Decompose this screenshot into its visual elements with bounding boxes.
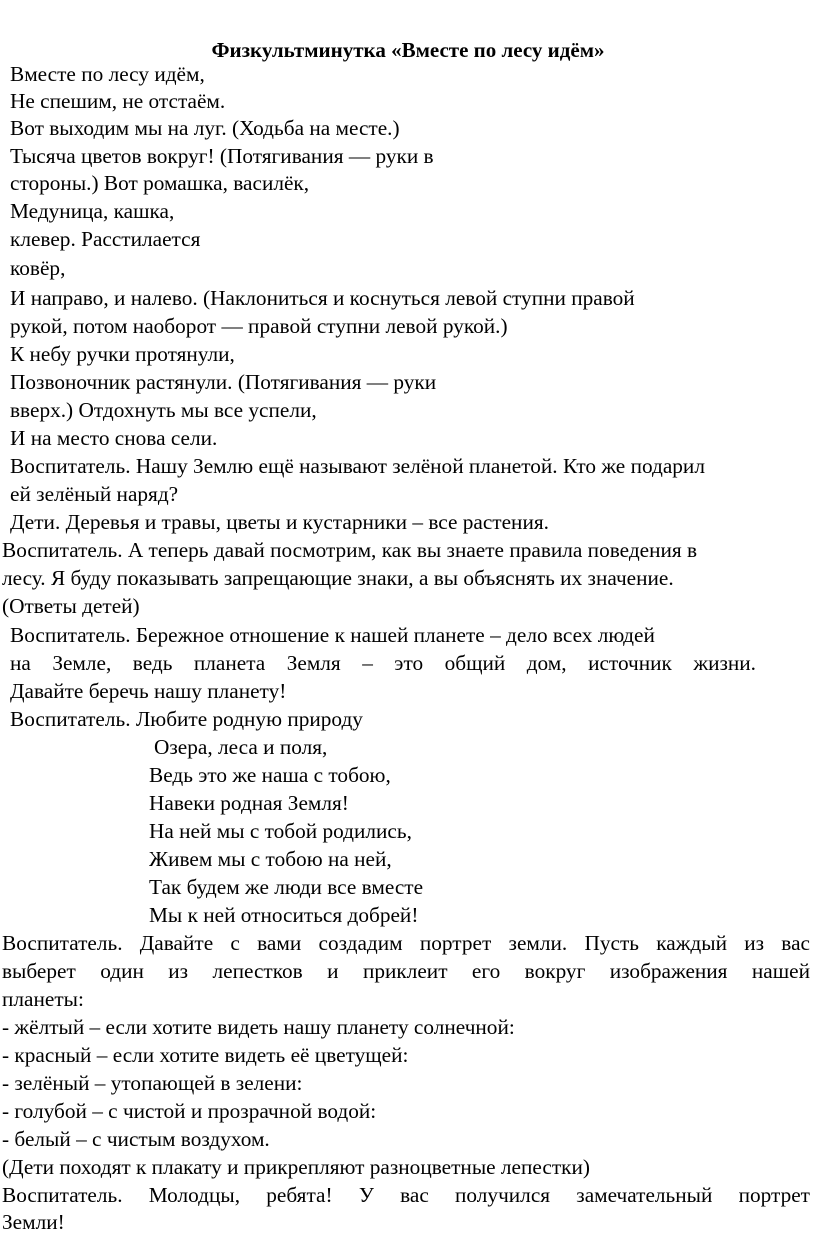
text-line: И направо, и налево. (Наклониться и коснуться левой ступни правой xyxy=(10,286,635,310)
text-line: Позвоночник растянули. (Потягивания — руки xyxy=(10,370,437,394)
text-line: Воспитатель. Бережное отношение к нашей планете – дело всех людей xyxy=(10,623,655,647)
text-line: К небу ручки протянули, xyxy=(10,342,235,366)
list-item: - зелёный – утопающей в зелени: xyxy=(2,1071,303,1095)
poem-line: Живем мы с тобою на ней, xyxy=(149,847,392,871)
text-line: Воспитатель. Нашу Землю ещё называют зелёной планетой. Кто же подарил xyxy=(10,454,705,478)
text-line: Воспитатель. Любите родную природу xyxy=(10,707,363,731)
poem-line: Так будем же люди все вместе xyxy=(149,875,424,899)
document-title: Физкультминутка «Вместе по лесу идём» xyxy=(211,38,605,62)
text-line: стороны.) Вот ромашка, василёк, xyxy=(10,171,310,195)
text-line: Не спешим, не отстаём. xyxy=(10,89,226,113)
text-line: (Дети походят к плакату и прикрепляют разноцветные лепестки) xyxy=(2,1155,590,1179)
text-line: вверх.) Отдохнуть мы все успели, xyxy=(10,398,317,422)
text-line: Тысяча цветов вокруг! (Потягивания — руки в xyxy=(10,144,434,168)
text-line: Воспитатель. Давайте с вами создадим портрет земли. Пусть каждый из вас xyxy=(2,931,810,955)
text-line: рукой, потом наоборот — правой ступни левой рукой.) xyxy=(10,314,508,338)
poem-line: Ведь это же наша с тобою, xyxy=(149,763,391,787)
text-line: на Земле, ведь планета Земля – это общий дом, источник жизни. xyxy=(10,651,756,675)
text-line: Воспитатель. Молодцы, ребята! У вас получился замечательный портрет xyxy=(2,1183,810,1207)
text-line: Земли! xyxy=(2,1210,65,1234)
text-line: клевер. Расстилается xyxy=(10,227,201,251)
text-line: Вместе по лесу идём, xyxy=(10,62,205,86)
text-line: ковёр, xyxy=(10,256,66,280)
poem-line: Озера, леса и поля, xyxy=(154,735,328,759)
text-line: выберет один из лепестков и приклеит его вокруг изображения нашей xyxy=(2,959,810,983)
list-item: - голубой – с чистой и прозрачной водой: xyxy=(2,1099,377,1123)
text-line: планеты: xyxy=(2,987,84,1011)
text-line: лесу. Я буду показывать запрещающие знаки, а вы объяснять их значение. xyxy=(2,566,674,590)
list-item: - жёлтый – если хотите видеть нашу планету солнечной: xyxy=(2,1015,515,1039)
text-line: Дети. Деревья и травы, цветы и кустарники – все растения. xyxy=(10,510,549,534)
poem-line: Навеки родная Земля! xyxy=(149,791,349,815)
poem-line: На ней мы с тобой родились, xyxy=(149,819,412,843)
poem-line: Мы к ней относиться добрей! xyxy=(149,903,419,927)
text-line: (Ответы детей) xyxy=(2,594,140,618)
text-line: Давайте беречь нашу планету! xyxy=(10,679,287,703)
list-item: - белый – с чистым воздухом. xyxy=(2,1127,270,1151)
text-line: Вот выходим мы на луг. (Ходьба на месте.) xyxy=(10,116,400,140)
list-item: - красный – если хотите видеть её цветущей: xyxy=(2,1043,409,1067)
text-line: ей зелёный наряд? xyxy=(10,482,179,506)
text-line: Медуница, кашка, xyxy=(10,199,175,223)
text-line: Воспитатель. А теперь давай посмотрим, как вы знаете правила поведения в xyxy=(2,538,698,562)
text-line: И на место снова сели. xyxy=(10,426,218,450)
